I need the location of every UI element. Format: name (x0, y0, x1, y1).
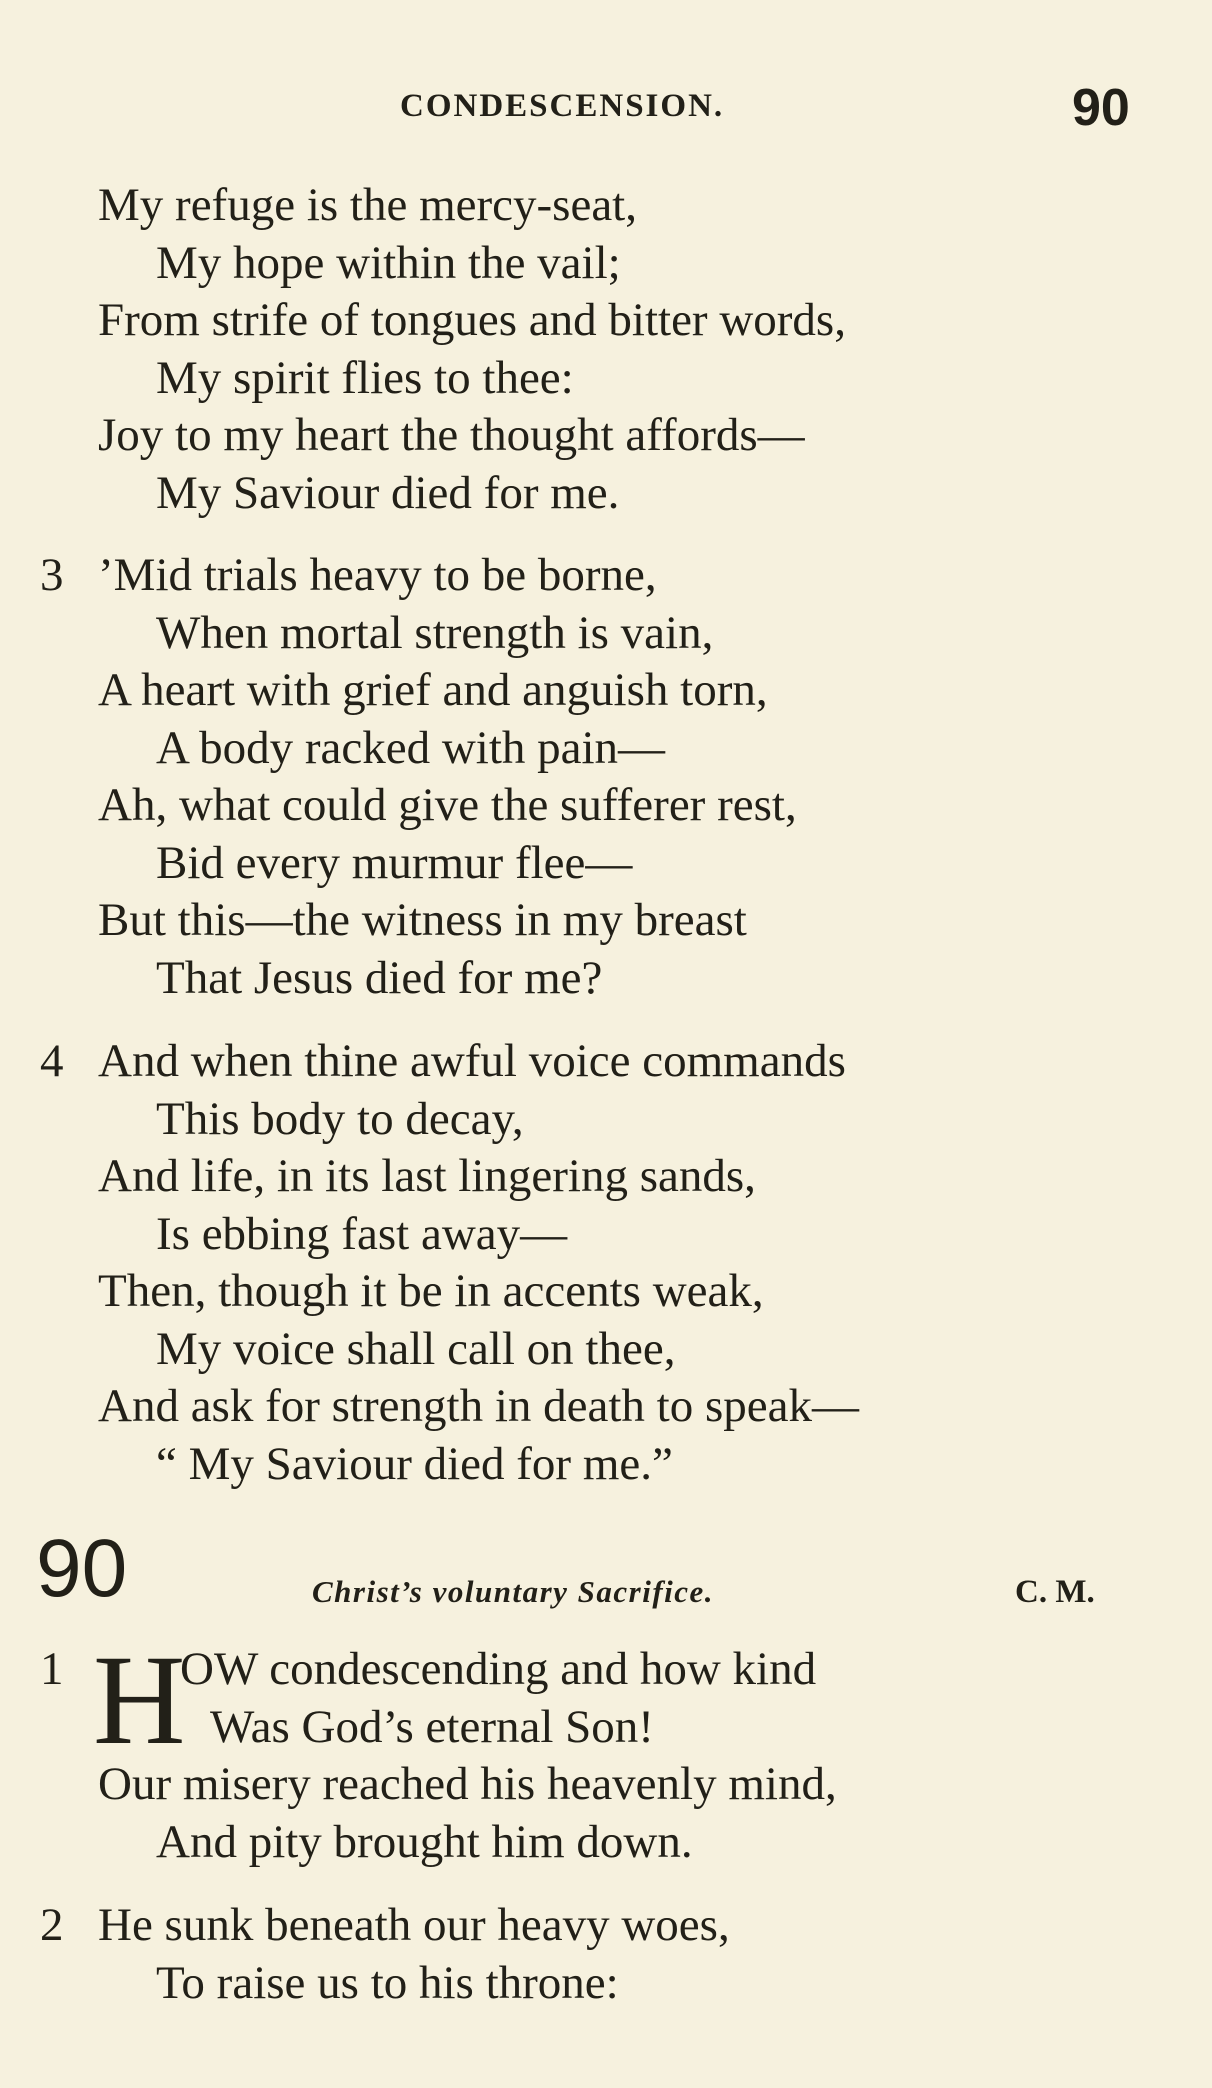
verse-line: A heart with grief and anguish torn, (98, 664, 768, 716)
verse-line: My hope within the vail; (156, 237, 621, 289)
hymn-meter: C. M. (1015, 1574, 1095, 1610)
verse-line: My Saviour died for me. (156, 467, 620, 519)
verse-line: And when thine awful voice commands (98, 1035, 846, 1087)
drop-cap: H (93, 1629, 186, 1771)
verse-line: And life, in its last lingering sands, (98, 1150, 756, 1202)
verse-line: ’Mid trials heavy to be borne, (98, 549, 657, 601)
verse-line: My voice shall call on thee, (156, 1323, 676, 1375)
hymn-number: 90 (36, 1523, 128, 1614)
verse-line: He sunk beneath our heavy woes, (98, 1899, 730, 1951)
verse-line: To raise us to his throne: (156, 1957, 619, 2009)
hymn-title: Christ’s voluntary Sacrifice. (312, 1574, 715, 1609)
verse-line: From strife of tongues and bitter words, (98, 294, 846, 346)
verse-line: Was God’s eternal Son! (210, 1701, 654, 1753)
verse-line: OW condescending and how kind (180, 1643, 817, 1695)
verse-line: But this—the witness in my breast (98, 894, 747, 946)
verse-line: And ask for strength in death to speak— (98, 1380, 859, 1432)
page-number: 90 (1072, 79, 1130, 137)
verse-line: “ My Saviour died for me.” (156, 1438, 673, 1490)
verse-line: Bid every murmur flee— (156, 837, 633, 889)
verse-line: My spirit flies to thee: (156, 352, 574, 404)
verse-line: Is ebbing fast away— (156, 1208, 568, 1260)
verse-line: Joy to my heart the thought affords— (98, 409, 805, 461)
verse-line: Our misery reached his heavenly mind, (98, 1758, 837, 1810)
verse-line: And pity brought him down. (156, 1816, 693, 1868)
verse-number: 4 (40, 1035, 64, 1087)
verse-number: 3 (40, 549, 64, 601)
verse-number: 1 (40, 1643, 64, 1695)
verse-line: That Jesus died for me? (156, 952, 603, 1004)
verse-line: When mortal strength is vain, (156, 607, 714, 659)
verse-line: This body to decay, (156, 1093, 524, 1145)
running-title: CONDESCENSION. (400, 88, 725, 124)
verse-line: Then, though it be in accents weak, (98, 1265, 764, 1317)
verse-line: Ah, what could give the sufferer rest, (98, 779, 797, 831)
verse-number: 2 (40, 1899, 64, 1951)
verse-line: A body racked with pain— (156, 722, 666, 774)
verse-line: My refuge is the mercy-seat, (98, 179, 637, 231)
